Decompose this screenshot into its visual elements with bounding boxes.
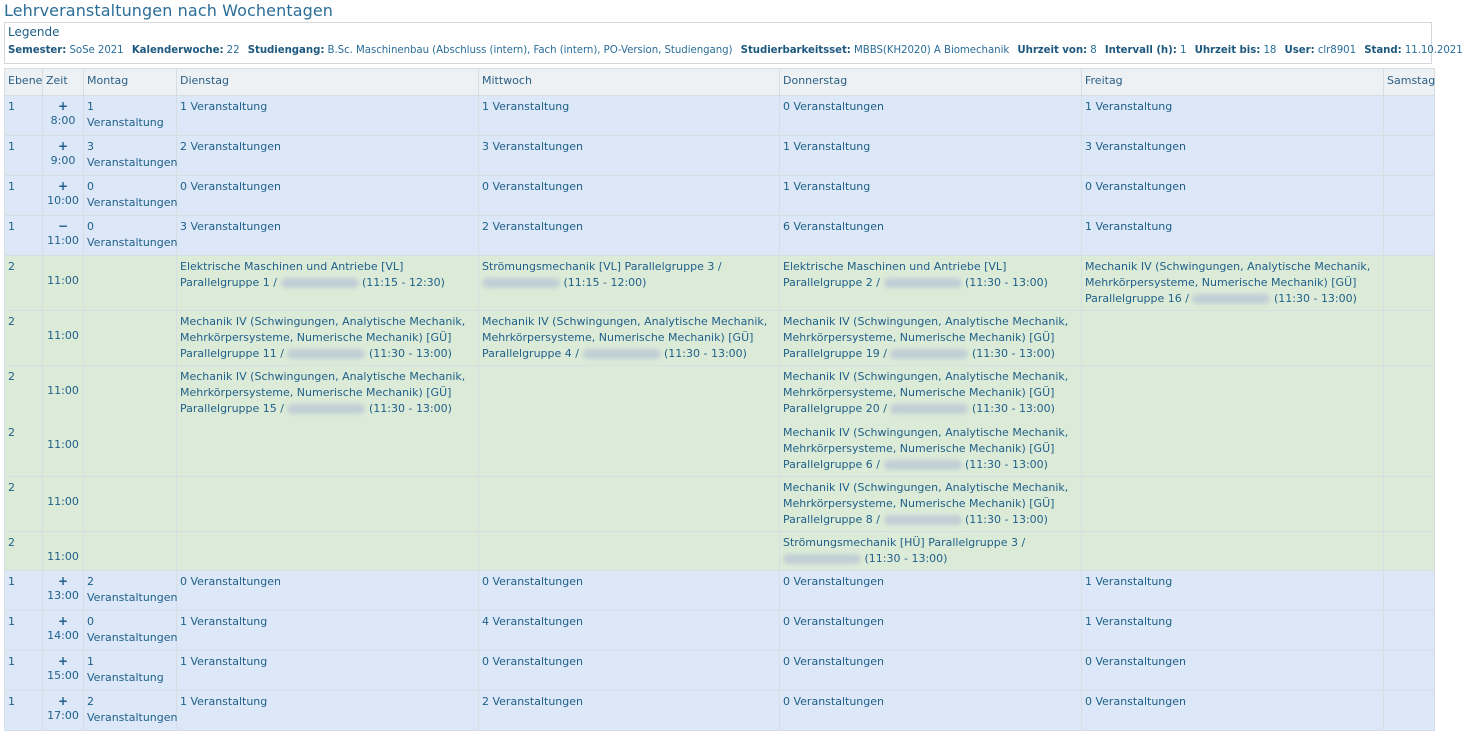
row-time-cell bbox=[43, 216, 84, 256]
cell-montag bbox=[84, 311, 177, 366]
table-row bbox=[5, 571, 1435, 611]
row-time-cell bbox=[43, 651, 84, 691]
table-row bbox=[5, 477, 1435, 532]
event-entry[interactable] bbox=[783, 425, 1078, 473]
cell-dienstag bbox=[177, 96, 479, 136]
cell-samstag bbox=[1384, 571, 1435, 611]
cell-dienstag bbox=[177, 256, 479, 311]
cell-mittwoch bbox=[479, 216, 780, 256]
cell-dienstag bbox=[177, 366, 479, 477]
cell-donnerstag bbox=[780, 477, 1082, 532]
event-count-link[interactable]: 3 Veranstaltungen bbox=[1085, 140, 1186, 153]
cell-montag bbox=[84, 176, 177, 216]
event-time: (11:30 - 13:00) bbox=[368, 347, 452, 360]
event-time: (11:30 - 13:00) bbox=[664, 347, 747, 360]
row-time: 11:00 bbox=[47, 329, 79, 342]
header-zeit: Zeit bbox=[43, 69, 84, 96]
instructor-blurred bbox=[890, 404, 968, 414]
cell-donnerstag bbox=[780, 311, 1082, 366]
row-time-cell bbox=[43, 611, 84, 651]
legend-label-studierbarkeitsset: Studierbarkeitsset: bbox=[740, 45, 851, 56]
row-level: 1 bbox=[5, 571, 43, 611]
cell-freitag bbox=[1082, 477, 1384, 532]
cell-mittwoch bbox=[479, 96, 780, 136]
row-level bbox=[5, 366, 43, 477]
cell-donnerstag bbox=[780, 611, 1082, 651]
expand-toggle[interactable]: + bbox=[57, 574, 69, 588]
cell-samstag bbox=[1384, 691, 1435, 731]
row-time-cell bbox=[43, 96, 84, 136]
cell-dienstag bbox=[177, 311, 479, 366]
row-time: 17:00 bbox=[47, 709, 79, 722]
page-title: Lehrveranstaltungen nach Wochentagen bbox=[4, 1, 334, 20]
row-level: 1 bbox=[5, 176, 43, 216]
legend-label-uhrzeit-bis: Uhrzeit bis: bbox=[1194, 45, 1261, 56]
event-count-link[interactable]: 0 Veranstaltungen bbox=[1085, 180, 1186, 193]
legend-label-user: User: bbox=[1284, 45, 1315, 56]
row-time: 9:00 bbox=[50, 154, 76, 167]
row-time: 11:00 bbox=[47, 550, 79, 563]
event-count-link[interactable]: 2 Veranstaltungen bbox=[180, 140, 281, 153]
event-title: Mechanik IV (Schwingungen, Analytische Mechanik, Mehrkörpersysteme, Numerische Mechanik) [GÜ] Parallelgruppe 8 / bbox=[783, 481, 1069, 526]
row-time-secondary: 11:00 bbox=[47, 438, 79, 451]
cell-mittwoch bbox=[479, 366, 780, 477]
row-level-secondary: 2 bbox=[8, 426, 15, 439]
header-ebene: Ebene bbox=[5, 69, 43, 96]
table-row bbox=[5, 311, 1435, 366]
cell-dienstag bbox=[177, 651, 479, 691]
event-time: (11:30 - 13:00) bbox=[368, 402, 452, 415]
legend-label-intervall: Intervall (h): bbox=[1104, 45, 1177, 56]
legend-label-studiengang: Studiengang: bbox=[247, 45, 325, 56]
event-count-link[interactable]: 6 Veranstaltungen bbox=[783, 220, 884, 233]
table-row bbox=[5, 256, 1435, 311]
row-time-cell bbox=[43, 176, 84, 216]
expand-toggle[interactable]: + bbox=[57, 694, 69, 708]
row-level: 1 bbox=[5, 96, 43, 136]
cell-montag bbox=[84, 216, 177, 256]
event-count-link[interactable]: 0 Veranstaltungen bbox=[1085, 655, 1186, 668]
event-count-link[interactable]: 2 Veranstaltungen bbox=[87, 695, 178, 724]
event-count-link[interactable]: 0 Veranstaltungen bbox=[482, 655, 583, 668]
event-entry[interactable] bbox=[180, 259, 475, 291]
cell-samstag bbox=[1384, 216, 1435, 256]
cell-freitag bbox=[1082, 651, 1384, 691]
legend-details bbox=[8, 45, 1463, 56]
cell-mittwoch bbox=[479, 477, 780, 532]
legend-value-user: clr8901 bbox=[1317, 45, 1357, 56]
expand-toggle[interactable]: + bbox=[57, 99, 69, 113]
row-time: 11:00 bbox=[47, 234, 79, 247]
event-count-link[interactable]: 0 Veranstaltungen bbox=[180, 575, 281, 588]
event-count-link[interactable]: 1 Veranstaltung bbox=[482, 100, 570, 113]
cell-mittwoch bbox=[479, 256, 780, 311]
cell-donnerstag bbox=[780, 216, 1082, 256]
cell-montag bbox=[84, 532, 177, 571]
cell-donnerstag bbox=[780, 176, 1082, 216]
legend-value-stand: 11.10.2021 bbox=[1404, 45, 1463, 56]
event-count-link[interactable]: 0 Veranstaltungen bbox=[87, 220, 178, 249]
cell-mittwoch bbox=[479, 691, 780, 731]
cell-dienstag bbox=[177, 176, 479, 216]
expand-toggle[interactable]: + bbox=[57, 139, 69, 153]
event-title: Mechanik IV (Schwingungen, Analytische Mechanik, Mehrkörpersysteme, Numerische Mechanik) [GÜ] Parallelgruppe 19 / bbox=[783, 315, 1069, 360]
cell-samstag bbox=[1384, 532, 1435, 571]
event-entry[interactable] bbox=[482, 314, 776, 362]
legend-label-kalenderwoche: Kalenderwoche: bbox=[131, 45, 224, 56]
table-row bbox=[5, 532, 1435, 571]
row-level: 2 bbox=[5, 311, 43, 366]
event-count-link[interactable]: 0 Veranstaltungen bbox=[1085, 695, 1186, 708]
cell-montag bbox=[84, 611, 177, 651]
row-time-cell bbox=[43, 311, 84, 366]
cell-donnerstag bbox=[780, 136, 1082, 176]
legend-value-uhrzeit-bis: 18 bbox=[1263, 45, 1277, 56]
row-time: 13:00 bbox=[47, 589, 79, 602]
expand-toggle[interactable]: + bbox=[57, 179, 69, 193]
instructor-blurred bbox=[884, 515, 962, 525]
cell-donnerstag bbox=[780, 651, 1082, 691]
legend-label-stand: Stand: bbox=[1364, 45, 1402, 56]
legend-value-uhrzeit-von: 8 bbox=[1090, 45, 1097, 56]
row-time-cell bbox=[43, 366, 84, 477]
cell-donnerstag bbox=[780, 691, 1082, 731]
row-level: 2 bbox=[5, 477, 43, 532]
event-title: Elektrische Maschinen und Antriebe [VL] Parallelgruppe 1 / bbox=[180, 260, 404, 289]
cell-mittwoch bbox=[479, 176, 780, 216]
cell-freitag bbox=[1082, 256, 1384, 311]
cell-freitag bbox=[1082, 96, 1384, 136]
event-count-link[interactable]: 1 Veranstaltung bbox=[1085, 575, 1173, 588]
event-count-link[interactable]: 0 Veranstaltungen bbox=[87, 180, 178, 209]
cell-freitag bbox=[1082, 532, 1384, 571]
cell-montag bbox=[84, 256, 177, 311]
event-count-link[interactable]: 3 Veranstaltungen bbox=[180, 220, 281, 233]
row-time: 8:00 bbox=[50, 114, 76, 127]
instructor-blurred bbox=[783, 554, 861, 564]
cell-donnerstag bbox=[780, 366, 1082, 477]
instructor-blurred bbox=[482, 278, 560, 288]
table-row bbox=[5, 691, 1435, 731]
row-time-cell bbox=[43, 136, 84, 176]
instructor-blurred bbox=[287, 404, 365, 414]
cell-dienstag bbox=[177, 611, 479, 651]
event-count-link[interactable]: 0 Veranstaltungen bbox=[783, 695, 884, 708]
cell-samstag bbox=[1384, 256, 1435, 311]
row-level: 2 bbox=[5, 256, 43, 311]
cell-dienstag bbox=[177, 136, 479, 176]
legend-label-uhrzeit-von: Uhrzeit von: bbox=[1017, 45, 1088, 56]
cell-freitag bbox=[1082, 691, 1384, 731]
event-title: Strömungsmechanik [VL] Parallelgruppe 3 / bbox=[482, 260, 722, 273]
event-count-link[interactable]: 0 Veranstaltungen bbox=[783, 100, 884, 113]
cell-samstag bbox=[1384, 311, 1435, 366]
instructor-blurred bbox=[281, 278, 359, 288]
cell-dienstag bbox=[177, 571, 479, 611]
cell-samstag bbox=[1384, 477, 1435, 532]
cell-montag bbox=[84, 571, 177, 611]
event-time: (11:30 - 13:00) bbox=[965, 458, 1048, 471]
event-time: (11:15 - 12:30) bbox=[362, 276, 445, 289]
event-title: Mechanik IV (Schwingungen, Analytische Mechanik, Mehrkörpersysteme, Numerische Mechanik) [GÜ] Parallelgruppe 4 / bbox=[482, 315, 768, 360]
event-count-link[interactable]: 1 Veranstaltung bbox=[87, 100, 164, 129]
cell-mittwoch bbox=[479, 651, 780, 691]
event-count-link[interactable]: 1 Veranstaltung bbox=[87, 655, 164, 684]
event-time: (11:30 - 13:00) bbox=[965, 276, 1048, 289]
event-count-link[interactable]: 1 Veranstaltung bbox=[180, 655, 268, 668]
cell-freitag bbox=[1082, 366, 1384, 477]
cell-donnerstag bbox=[780, 571, 1082, 611]
event-count-link[interactable]: 1 Veranstaltung bbox=[783, 180, 871, 193]
cell-samstag bbox=[1384, 136, 1435, 176]
table-row bbox=[5, 136, 1435, 176]
cell-samstag bbox=[1384, 651, 1435, 691]
event-entry[interactable] bbox=[1085, 259, 1380, 307]
collapse-toggle[interactable]: − bbox=[57, 219, 69, 233]
schedule-table bbox=[4, 68, 1435, 731]
cell-montag bbox=[84, 366, 177, 477]
row-time: 10:00 bbox=[47, 194, 79, 207]
event-count-link[interactable]: 1 Veranstaltung bbox=[180, 100, 268, 113]
legend-label-semester: Semester: bbox=[8, 45, 67, 56]
cell-dienstag bbox=[177, 532, 479, 571]
cell-mittwoch bbox=[479, 571, 780, 611]
event-time: (11:15 - 12:00) bbox=[563, 276, 647, 289]
header-freitag: Freitag bbox=[1082, 69, 1384, 96]
cell-freitag bbox=[1082, 216, 1384, 256]
event-count-link[interactable]: 3 Veranstaltungen bbox=[482, 140, 583, 153]
event-count-link[interactable]: 1 Veranstaltung bbox=[783, 140, 871, 153]
event-time: (11:30 - 13:00) bbox=[971, 402, 1055, 415]
header-mittwoch: Mittwoch bbox=[479, 69, 780, 96]
instructor-blurred bbox=[884, 278, 962, 288]
row-level: 2 bbox=[8, 370, 15, 383]
cell-freitag bbox=[1082, 136, 1384, 176]
instructor-blurred bbox=[583, 349, 661, 359]
event-time: (11:30 - 13:00) bbox=[864, 552, 948, 565]
event-entry[interactable] bbox=[783, 369, 1078, 417]
cell-dienstag bbox=[177, 691, 479, 731]
legend-heading: Legende bbox=[8, 25, 60, 39]
table-row bbox=[5, 96, 1435, 136]
event-entry[interactable] bbox=[783, 314, 1078, 362]
cell-montag bbox=[84, 136, 177, 176]
event-count-link[interactable]: 0 Veranstaltungen bbox=[180, 180, 281, 193]
event-count-link[interactable]: 0 Veranstaltungen bbox=[482, 180, 583, 193]
cell-mittwoch bbox=[479, 532, 780, 571]
event-title: Elektrische Maschinen und Antriebe [VL] Parallelgruppe 2 / bbox=[783, 260, 1007, 289]
event-count-link[interactable]: 4 Veranstaltungen bbox=[482, 615, 583, 628]
row-time: 11:00 bbox=[47, 384, 79, 397]
header-dienstag: Dienstag bbox=[177, 69, 479, 96]
event-entry[interactable] bbox=[180, 369, 475, 417]
header-donnerstag: Donnerstag bbox=[780, 69, 1082, 96]
cell-freitag bbox=[1082, 611, 1384, 651]
event-title: Mechanik IV (Schwingungen, Analytische Mechanik, Mehrkörpersysteme, Numerische Mechanik) [GÜ] Parallelgruppe 16 / bbox=[1085, 260, 1371, 305]
row-level: 1 bbox=[5, 651, 43, 691]
event-count-link[interactable]: 1 Veranstaltung bbox=[1085, 100, 1173, 113]
instructor-blurred bbox=[890, 349, 968, 359]
cell-dienstag bbox=[177, 477, 479, 532]
event-time: (11:30 - 13:00) bbox=[971, 347, 1055, 360]
row-level: 1 bbox=[5, 216, 43, 256]
cell-dienstag bbox=[177, 216, 479, 256]
header-samstag: Samstag bbox=[1384, 69, 1435, 96]
event-count-link[interactable]: 2 Veranstaltungen bbox=[482, 220, 583, 233]
event-title: Mechanik IV (Schwingungen, Analytische Mechanik, Mehrkörpersysteme, Numerische Mechanik) [GÜ] Parallelgruppe 6 / bbox=[783, 426, 1069, 471]
event-count-link[interactable]: 2 Veranstaltungen bbox=[87, 575, 178, 604]
event-title: Mechanik IV (Schwingungen, Analytische Mechanik, Mehrkörpersysteme, Numerische Mechanik) [GÜ] Parallelgruppe 11 / bbox=[180, 315, 466, 360]
event-title: Mechanik IV (Schwingungen, Analytische Mechanik, Mehrkörpersysteme, Numerische Mechanik) [GÜ] Parallelgruppe 20 / bbox=[783, 370, 1069, 415]
row-time-cell bbox=[43, 256, 84, 311]
cell-freitag bbox=[1082, 571, 1384, 611]
event-count-link[interactable]: 0 Veranstaltungen bbox=[783, 655, 884, 668]
instructor-blurred bbox=[287, 349, 365, 359]
legend-value-studierbarkeitsset: MBBS(KH2020) A Biomechanik bbox=[854, 45, 1010, 56]
cell-donnerstag bbox=[780, 256, 1082, 311]
cell-freitag bbox=[1082, 311, 1384, 366]
legend-value-kalenderwoche: 22 bbox=[226, 45, 240, 56]
instructor-blurred bbox=[884, 460, 962, 470]
row-level: 1 bbox=[5, 691, 43, 731]
cell-mittwoch bbox=[479, 136, 780, 176]
event-title: Mechanik IV (Schwingungen, Analytische Mechanik, Mehrkörpersysteme, Numerische Mechanik) [GÜ] Parallelgruppe 15 / bbox=[180, 370, 466, 415]
table-header-row bbox=[5, 69, 1435, 96]
cell-samstag bbox=[1384, 176, 1435, 216]
cell-samstag bbox=[1384, 611, 1435, 651]
legend-value-intervall: 1 bbox=[1179, 45, 1187, 56]
table-row bbox=[5, 611, 1435, 651]
cell-montag bbox=[84, 651, 177, 691]
row-time: 14:00 bbox=[47, 629, 79, 642]
table-row bbox=[5, 216, 1435, 256]
row-time: 11:00 bbox=[47, 274, 79, 287]
cell-samstag bbox=[1384, 96, 1435, 136]
row-level: 2 bbox=[5, 532, 43, 571]
cell-mittwoch bbox=[479, 311, 780, 366]
cell-freitag bbox=[1082, 176, 1384, 216]
event-count-link[interactable]: 0 Veranstaltungen bbox=[87, 615, 178, 644]
cell-montag bbox=[84, 96, 177, 136]
table-row bbox=[5, 176, 1435, 216]
event-entry[interactable] bbox=[482, 259, 776, 291]
event-title: Strömungsmechanik [HÜ] Parallelgruppe 3 / bbox=[783, 536, 1026, 549]
row-level: 1 bbox=[5, 136, 43, 176]
event-count-link[interactable]: 1 Veranstaltung bbox=[180, 695, 268, 708]
legend-value-semester: SoSe 2021 bbox=[69, 45, 124, 56]
row-level: 1 bbox=[5, 611, 43, 651]
row-time-cell bbox=[43, 691, 84, 731]
row-time-cell bbox=[43, 532, 84, 571]
event-count-link[interactable]: 1 Veranstaltung bbox=[1085, 220, 1173, 233]
event-count-link[interactable]: 1 Veranstaltung bbox=[1085, 615, 1173, 628]
event-count-link[interactable]: 0 Veranstaltungen bbox=[783, 615, 884, 628]
cell-montag bbox=[84, 691, 177, 731]
event-count-link[interactable]: 0 Veranstaltungen bbox=[783, 575, 884, 588]
event-entry[interactable] bbox=[180, 314, 475, 362]
expand-toggle[interactable]: + bbox=[57, 614, 69, 628]
table-row bbox=[5, 366, 1435, 477]
table-row bbox=[5, 651, 1435, 691]
event-entry[interactable] bbox=[783, 259, 1078, 291]
event-time: (11:30 - 13:00) bbox=[965, 513, 1048, 526]
event-time: (11:30 - 13:00) bbox=[1273, 292, 1357, 305]
instructor-blurred bbox=[1192, 294, 1270, 304]
row-time-cell bbox=[43, 477, 84, 532]
event-count-link[interactable]: 2 Veranstaltungen bbox=[482, 695, 583, 708]
legend-box bbox=[4, 22, 1463, 64]
event-entry[interactable] bbox=[783, 480, 1078, 528]
cell-donnerstag bbox=[780, 532, 1082, 571]
row-time: 15:00 bbox=[47, 669, 79, 682]
event-entry[interactable] bbox=[783, 535, 1078, 567]
cell-montag bbox=[84, 477, 177, 532]
row-time-cell bbox=[43, 571, 84, 611]
legend-value-studiengang: B.Sc. Maschinenbau (Abschluss (intern), Fach (intern), PO-Version, Studiengang) bbox=[327, 45, 733, 56]
row-time: 11:00 bbox=[47, 495, 79, 508]
event-count-link[interactable]: 3 Veranstaltungen bbox=[87, 140, 178, 169]
cell-samstag bbox=[1384, 366, 1435, 477]
event-count-link[interactable]: 1 Veranstaltung bbox=[180, 615, 268, 628]
cell-mittwoch bbox=[479, 611, 780, 651]
cell-donnerstag bbox=[780, 96, 1082, 136]
header-montag: Montag bbox=[84, 69, 177, 96]
event-count-link[interactable]: 0 Veranstaltungen bbox=[482, 575, 583, 588]
expand-toggle[interactable]: + bbox=[57, 654, 69, 668]
